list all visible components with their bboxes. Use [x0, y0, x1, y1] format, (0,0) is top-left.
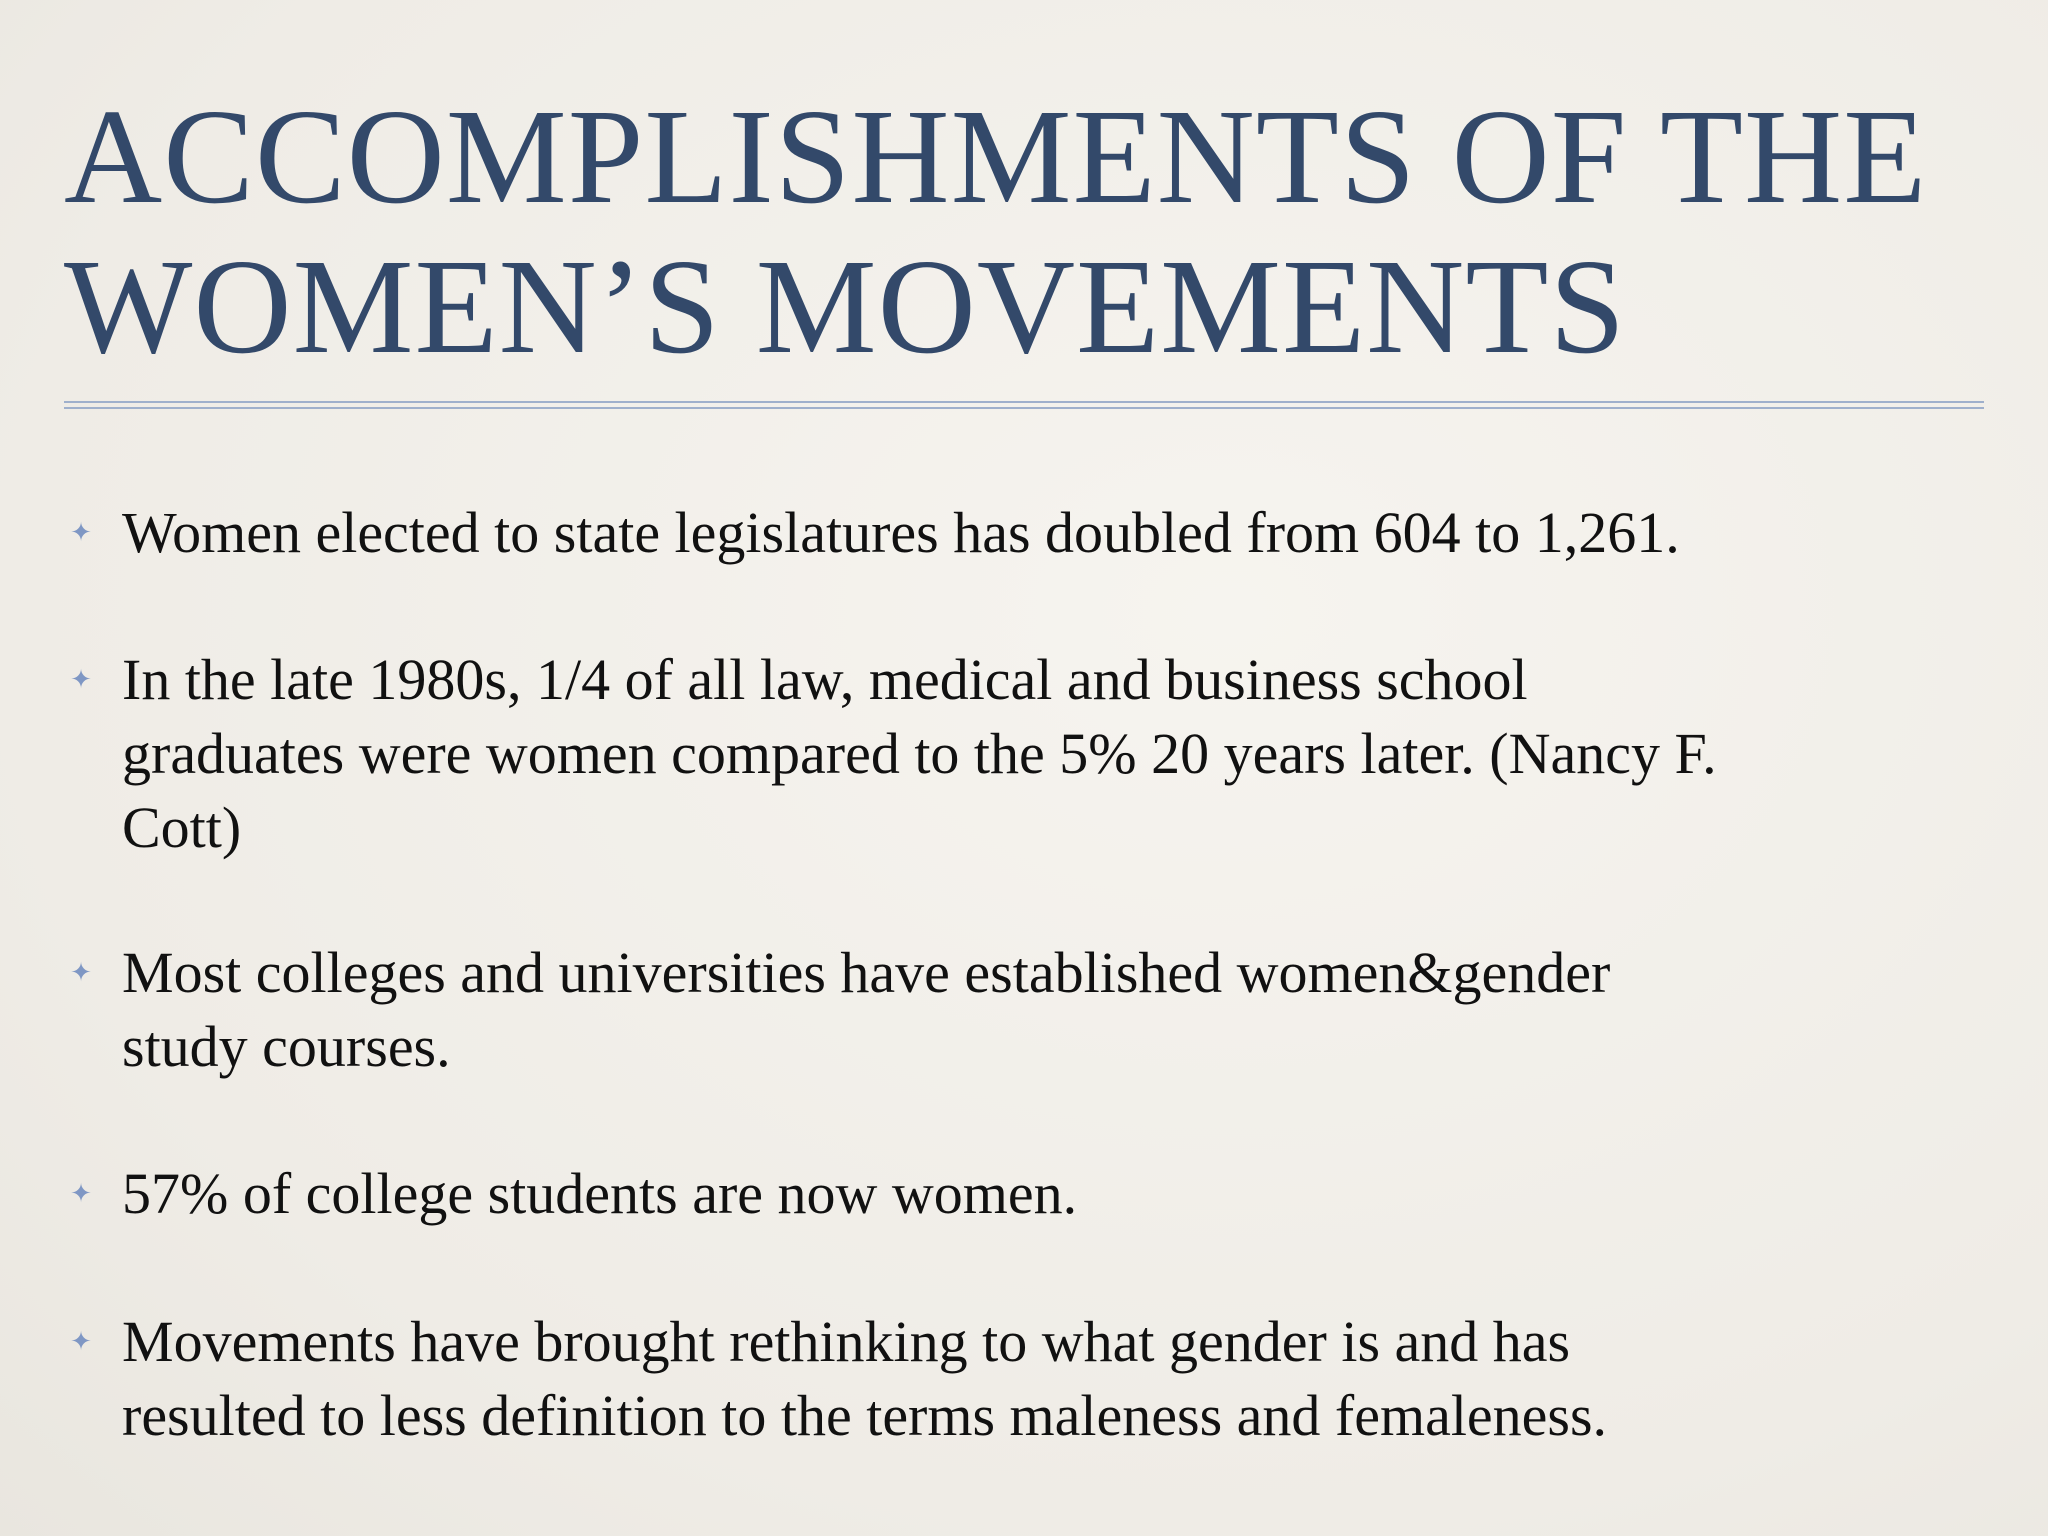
four-point-star-bullet-icon: ✦ [70, 958, 92, 988]
slide-title [64, 82, 2004, 382]
bullet-item [70, 936, 1962, 1084]
title-divider [64, 401, 1984, 409]
bullet-text-line: Cott) [122, 795, 242, 860]
bullet-text-line: 57% of college students are now women. [122, 1161, 1078, 1226]
slide-title-line-2: WOMEN’S MOVEMENTS [64, 232, 1627, 382]
bullet-text-line: Women elected to state legislatures has doubled from 604 to 1,261. [122, 500, 1680, 565]
bullet-item [70, 1305, 1962, 1453]
bullet-text-line: In the late 1980s, 1/4 of all law, medical and business school [122, 647, 1528, 712]
bullet-text-line: Movements have brought rethinking to what gender is and has [122, 1309, 1571, 1374]
bullet-item [70, 643, 1962, 865]
bullet-text-line: graduates were women compared to the 5% 20 years later. (Nancy F. [122, 721, 1717, 786]
four-point-star-bullet-icon: ✦ [70, 1327, 92, 1357]
bullet-text-line: Most colleges and universities have established women&gender [122, 940, 1611, 1005]
bullet-item [70, 496, 1962, 570]
four-point-star-bullet-icon: ✦ [70, 665, 92, 695]
four-point-star-bullet-icon: ✦ [70, 1179, 92, 1209]
four-point-star-bullet-icon: ✦ [70, 518, 92, 548]
slide-title-line-1: ACCOMPLISHMENTS OF THE [64, 82, 1928, 232]
bullet-item [70, 1157, 1962, 1231]
bullet-text-line: study courses. [122, 1014, 451, 1079]
bullet-text-line: resulted to less definition to the terms maleness and femaleness. [122, 1383, 1608, 1448]
